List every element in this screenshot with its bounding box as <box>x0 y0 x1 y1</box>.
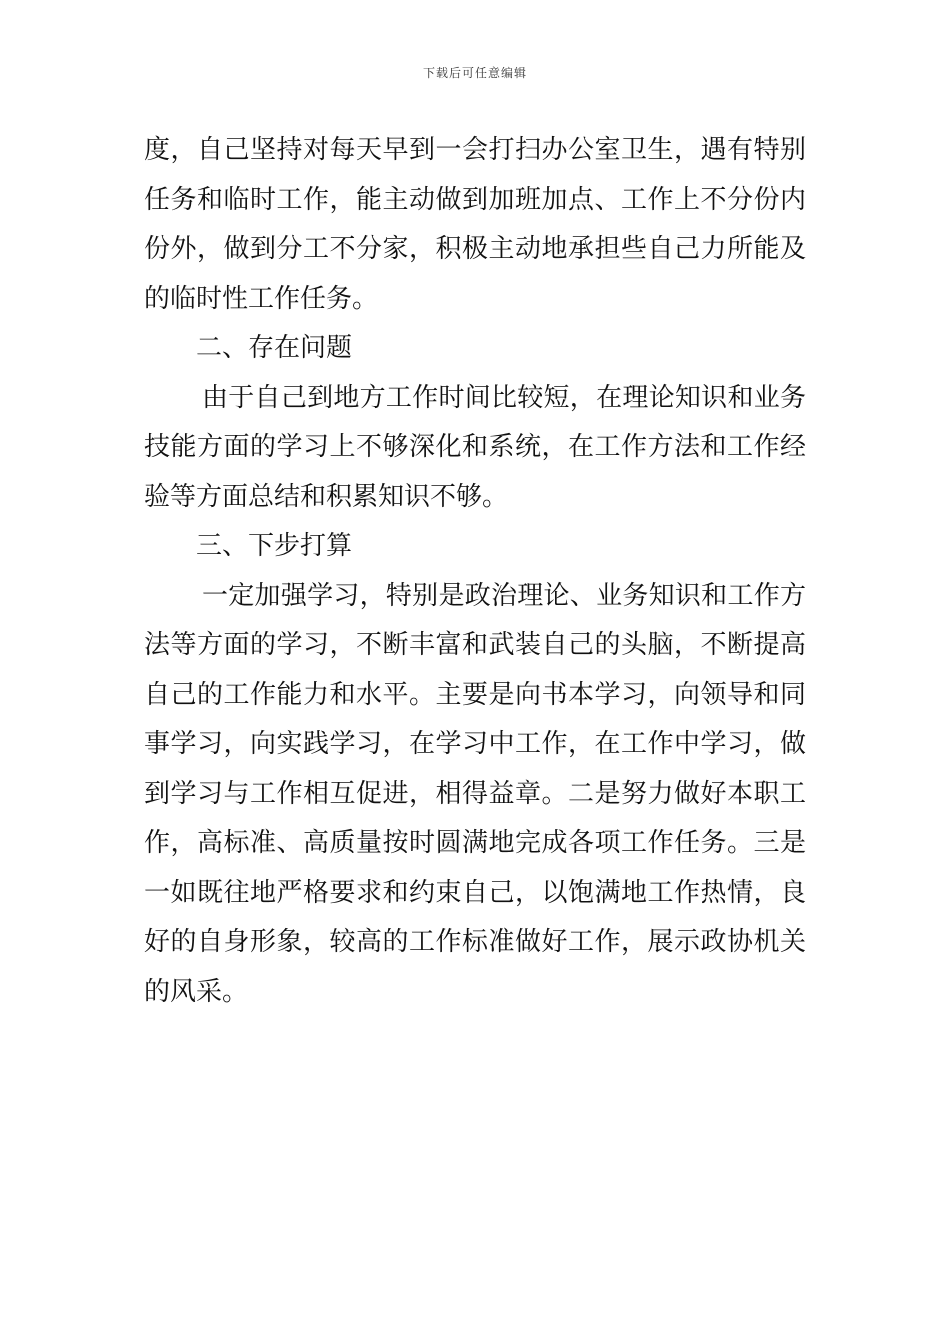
paragraph-line: 份外，做到分工不分家，积极主动地承担些自己力所能及 <box>144 234 806 264</box>
header-note: 下载后可任意编辑 <box>422 66 527 80</box>
paragraph-line: 好的自身形象，较高的工作标准做好工作，展示政协机关 <box>144 927 806 957</box>
paragraph-line: 一定加强学习，特别是政治理论、业务知识和工作方 <box>202 580 806 611</box>
paragraph-line: 验等方面总结和积累知识不够。 <box>144 481 509 512</box>
paragraph-line: 到学习与工作相互促进，相得益章。二是努力做好本职工 <box>144 778 806 809</box>
paragraph-line: 自己的工作能力和水平。主要是向书本学习，向领导和同 <box>144 679 806 710</box>
section-heading-next-steps: 三、下步打算 <box>196 531 353 561</box>
paragraph-line: 任务和临时工作，能主动做到加班加点、工作上不分份内 <box>144 184 806 215</box>
paragraph-line: 作，高标准、高质量按时圆满地完成各项工作任务。三是 <box>144 828 806 858</box>
section-heading-problems: 二、存在问题 <box>196 333 353 363</box>
paragraph-line: 事学习，向实践学习，在学习中工作，在工作中学习，做 <box>144 729 806 759</box>
paragraph-line: 法等方面的学习，不断丰富和武装自己的头脑，不断提高 <box>144 630 806 660</box>
paragraph-line: 由于自己到地方工作时间比较短，在理论知识和业务 <box>202 382 806 413</box>
paragraph-line: 度，自己坚持对每天早到一会打扫办公室卫生，遇有特别 <box>144 135 806 165</box>
document-body <box>144 126 806 1017</box>
paragraph-line: 的风采。 <box>144 976 249 1007</box>
paragraph-line: 技能方面的学习上不够深化和系统，在工作方法和工作经 <box>144 432 806 462</box>
paragraph-line: 的临时性工作任务。 <box>144 283 379 314</box>
paragraph-line: 一如既往地严格要求和约束自己，以饱满地工作热情，良 <box>144 877 806 908</box>
